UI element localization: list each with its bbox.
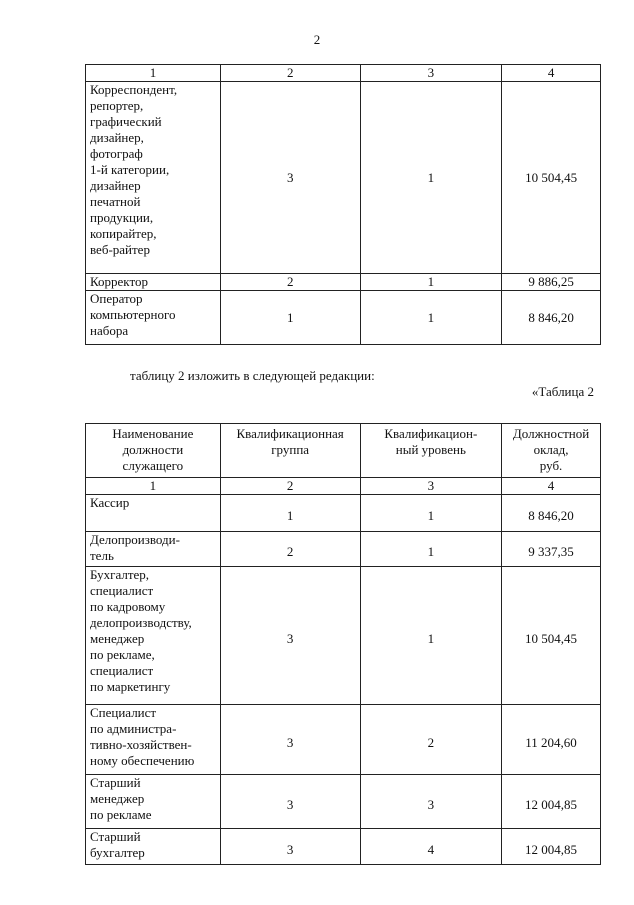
qualification-level: 1 [360,82,502,274]
salary: 12 004,85 [502,829,601,865]
position-name: Корреспондент, репортер, графический дизайнер, фотограф 1-й категории, дизайнер печатной продукции, копирайтер, веб-райтер [86,82,221,274]
position-name: Кассир [86,495,221,532]
qualification-level: 1 [360,567,502,705]
table-row [86,495,601,532]
table-2-header-row [86,424,601,478]
salary: 11 204,60 [502,705,601,775]
table-row [86,274,601,291]
table-1-number-row [86,65,601,82]
qualification-group: 3 [220,775,360,829]
salary: 8 846,20 [502,495,601,532]
table-row [86,829,601,865]
qualification-group: 3 [220,567,360,705]
salary: 8 846,20 [502,291,601,345]
table-2-number-row [86,478,601,495]
position-name: Старший менеджер по рекламе [86,775,221,829]
table-row [86,705,601,775]
position-name: Делопроизводи- тель [86,532,221,567]
position-name: Бухгалтер, специалист по кадровому делопроизводству, менеджер по рекламе, специалист по маркетингу [86,567,221,705]
qualification-group: 3 [220,829,360,865]
position-name: Специалист по администра- тивно-хозяйствен- ному обеспечению [86,705,221,775]
position-name: Старший бухгалтер [86,829,221,865]
qualification-group: 3 [220,705,360,775]
table-row [86,567,601,705]
qualification-group: 3 [220,82,360,274]
qualification-level: 1 [360,274,502,291]
salary: 12 004,85 [502,775,601,829]
column-number: 1 [86,478,221,495]
qualification-group: 2 [220,274,360,291]
qualification-group: 1 [220,291,360,345]
qualification-level: 1 [360,532,502,567]
qualification-level: 2 [360,705,502,775]
salary: 10 504,45 [502,567,601,705]
column-header-salary: Должностной оклад, руб. [502,424,601,478]
table-row [86,775,601,829]
table-row [86,82,601,274]
column-number: 1 [86,65,221,82]
column-header-position: Наименование должности служащего [86,424,221,478]
column-number: 4 [502,65,601,82]
salary: 9 886,25 [502,274,601,291]
qualification-level: 4 [360,829,502,865]
table-row [86,532,601,567]
position-name: Оператор компьютерного набора [86,291,221,345]
page-number: 2 [313,32,321,47]
table-1 [85,64,601,345]
column-number: 3 [360,65,502,82]
qualification-level: 1 [360,495,502,532]
column-header-group: Квалификационная группа [220,424,360,478]
column-header-level: Квалификацион- ный уровень [360,424,502,478]
column-number: 2 [220,65,360,82]
salary: 9 337,35 [502,532,601,567]
salary: 10 504,45 [502,82,601,274]
table-2-caption: «Таблица 2 [531,384,594,399]
qualification-group: 1 [220,495,360,532]
qualification-level: 3 [360,775,502,829]
column-number: 4 [502,478,601,495]
instruction-text: таблицу 2 изложить в следующей редакции: [130,368,375,383]
column-number: 3 [360,478,502,495]
qualification-group: 2 [220,532,360,567]
table-row [86,291,601,345]
table-2 [85,423,601,865]
column-number: 2 [220,478,360,495]
qualification-level: 1 [360,291,502,345]
position-name: Корректор [86,274,221,291]
